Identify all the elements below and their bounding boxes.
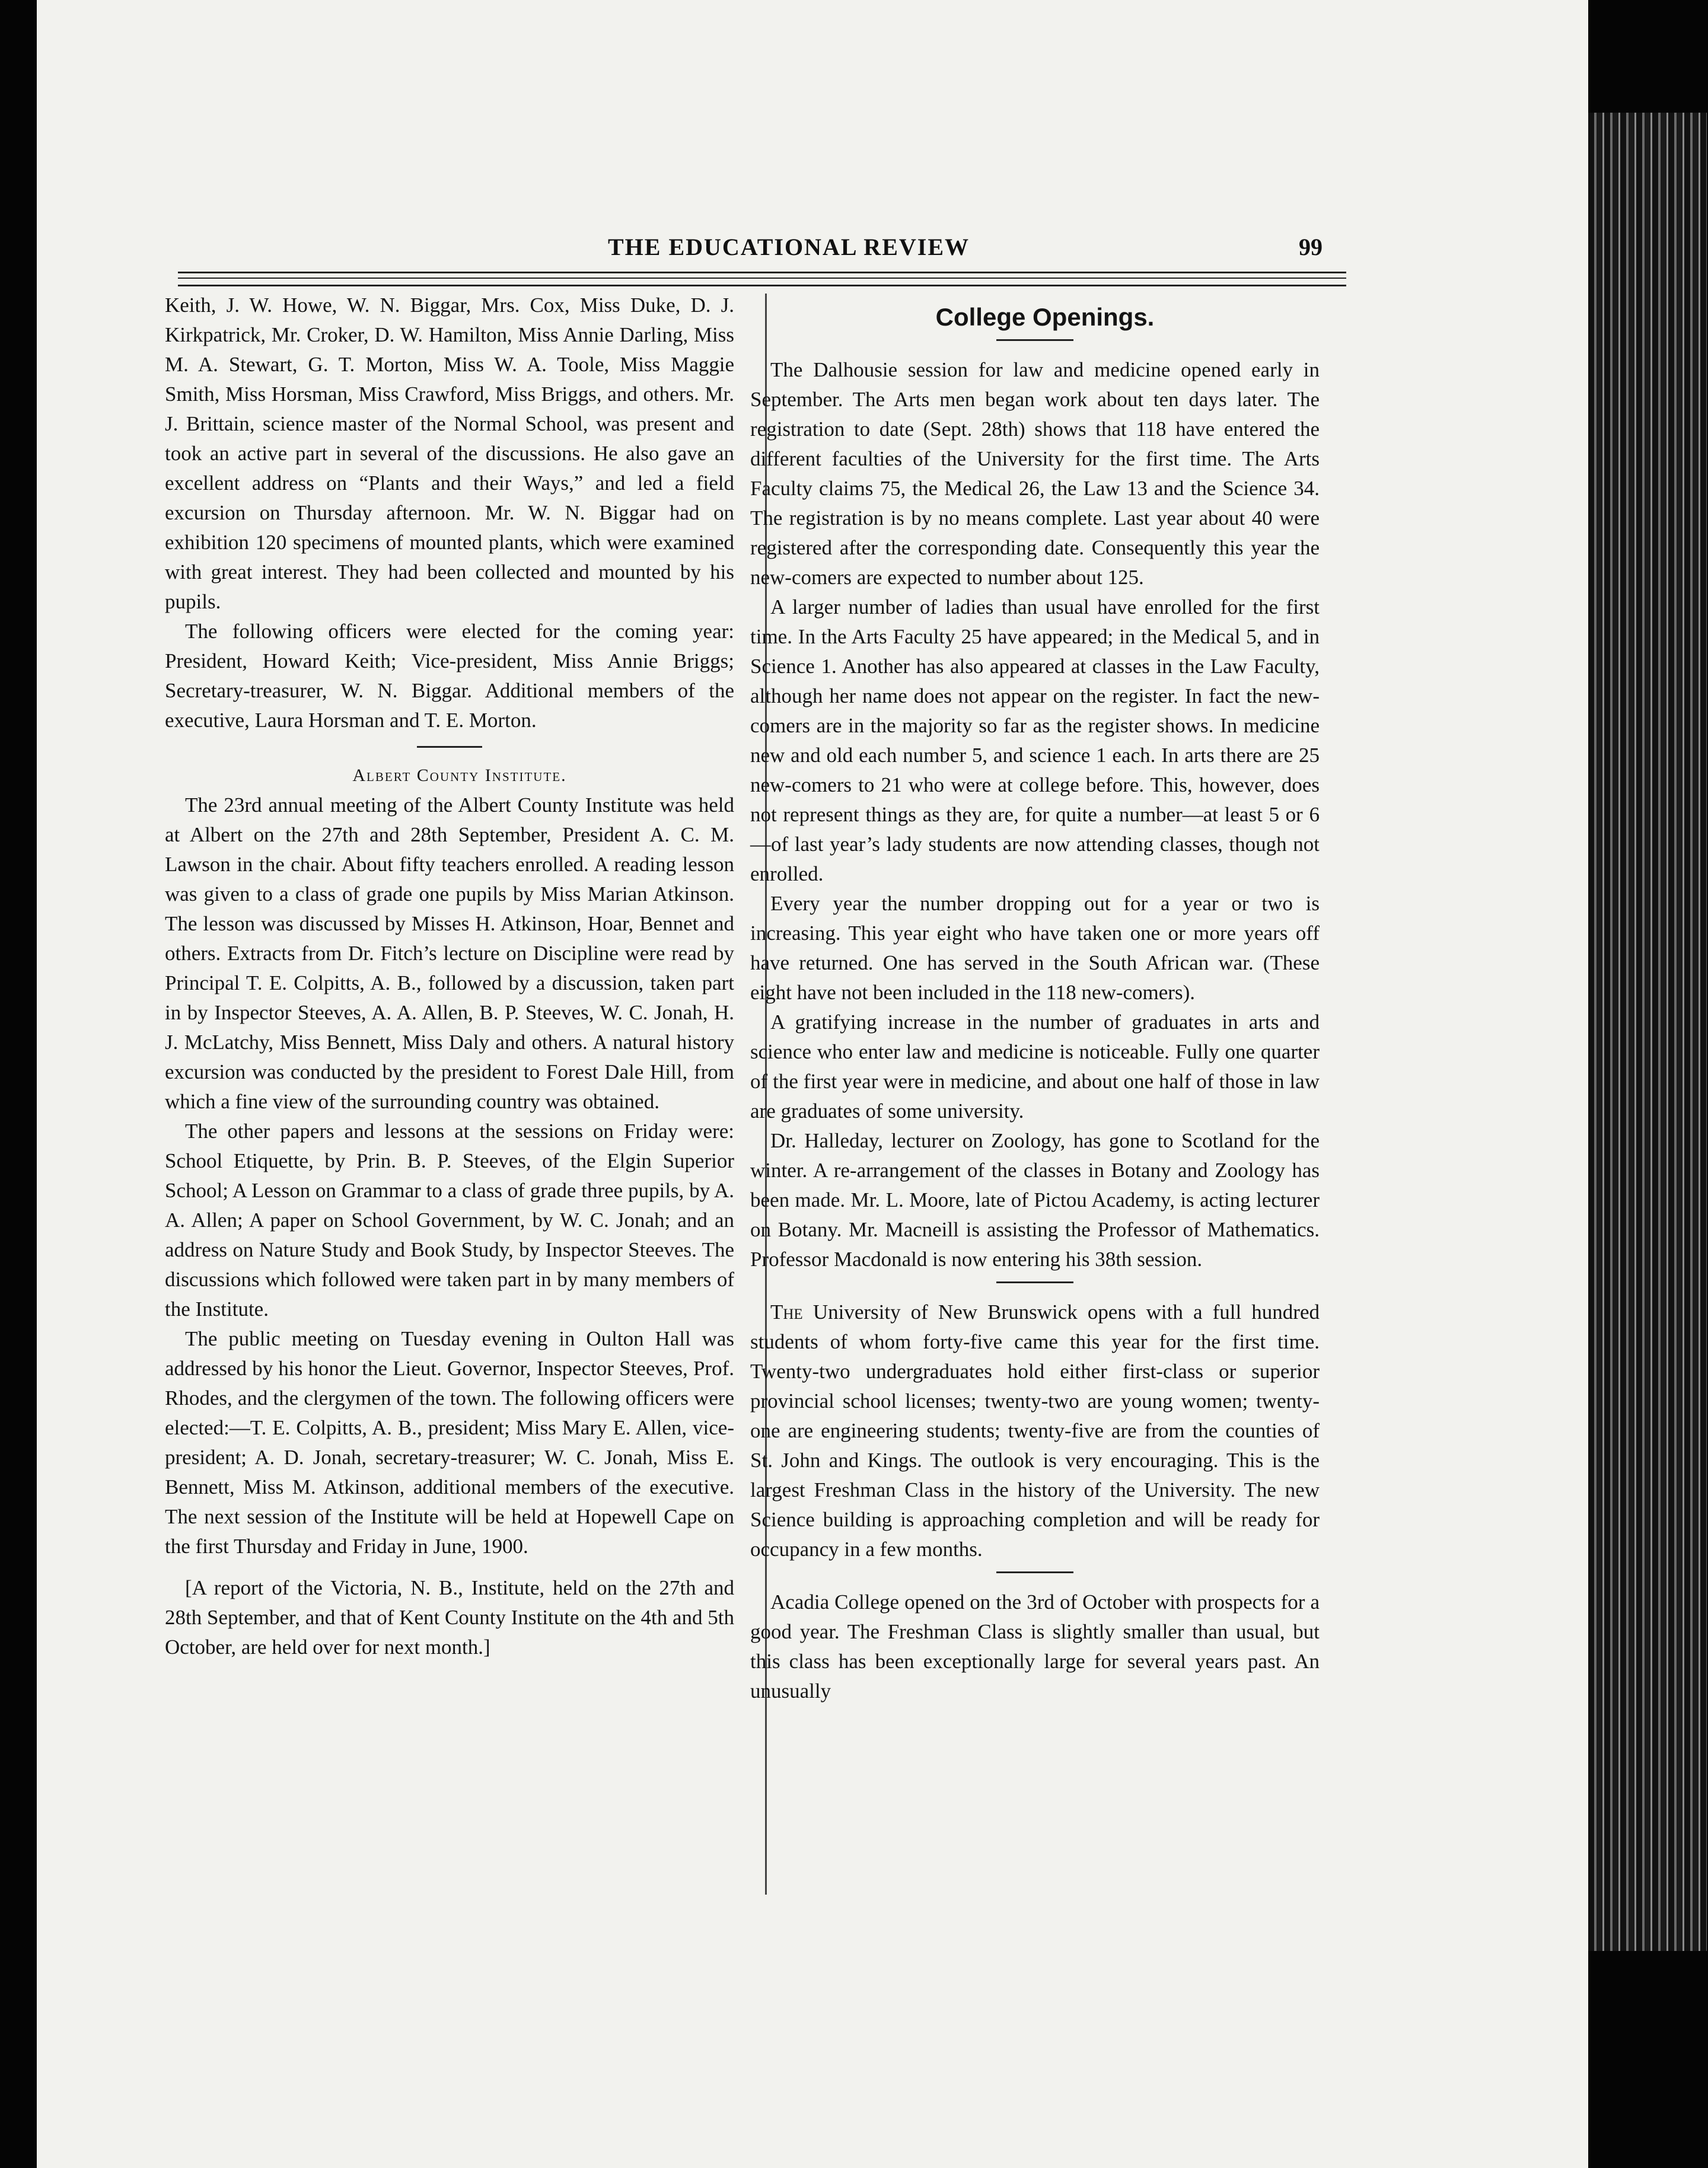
running-header-title: THE EDUCATIONAL REVIEW	[607, 234, 970, 260]
header-rule-bottom	[178, 285, 1346, 286]
section-heading: Albert County Institute.	[352, 766, 567, 785]
heading-separator	[996, 339, 1073, 341]
book-binding-edge	[1588, 113, 1707, 1951]
paragraph: Acadia College opened on the 3rd of October with prospects for a good year. The Freshman Class is slightly smaller than usual, but this class has been exceptionally large for several years past. An unusually	[750, 1590, 1320, 1702]
paragraph-text: University of New Brunswick opens with a full hundred students of whom forty-five came this year for the first time. Twenty-two undergraduates hold either first-class or superior provincial school licenses; twenty-two are young women; twenty-one are engineering students; twenty-five are from the counties of St. John and Kings. The outlook is very encouraging. This is the largest Freshman Class in the history of the University. The new Science building is approaching completion and will be ready for occupancy in a few months.	[750, 1300, 1320, 1561]
section-separator	[996, 1571, 1073, 1573]
section-separator	[996, 1281, 1073, 1283]
paragraph: The following officers were elected for the coming year: President, Howard Keith; Vice-president, Miss Annie Briggs; Secretary-treasurer, W. N. Biggar. Additional members of the executive, Laura Horsman and T. E. Morton.	[165, 620, 734, 732]
article-heading: College Openings.	[935, 303, 1155, 331]
paragraph	[750, 1297, 1320, 1564]
paragraph: The public meeting on Tuesday evening in Oulton Hall was addressed by his honor the Lieut. Governor, Inspector Steeves, Prof. Rhodes, and the clergymen of the town. The following officers were elected:—T. E. Colpitts, A. B., president; Miss Mary E. Allen, vice-president; A. D. Jonah, secretary-treasurer; W. C. Jonah, Miss E. Bennett, Miss M. Atkinson, additional members of the executive. The next session of the Institute will be held at Hopewell Cape on the first Thursday and Friday in June, 1900.	[165, 1327, 734, 1558]
lead-word: The	[770, 1300, 803, 1324]
paragraph: The Dalhousie session for law and medicine opened early in September. The Arts men began work about ten days later. The registration to date (Sept. 28th) shows that 118 have entered the different faculties of the University for the first time. The Arts Faculty claims 75, the Medical 26, the Law 13 and the Science 34. The registration is by no means complete. Last year about 40 were registered after the corresponding date. Consequently this year the new-comers are expected to number about 125.	[750, 358, 1320, 589]
header-rule-top	[178, 272, 1346, 273]
paragraph: The 23rd annual meeting of the Albert County Institute was held at Albert on the 27th and 28th September, President A. C. M. Lawson in the chair. About fifty teachers enrolled. A reading lesson was given to a class of grade one pupils by Miss Marian Atkinson. The lesson was discussed by Misses H. Atkinson, Hoar, Bennet and others. Extracts from Dr. Fitch’s lecture on Discipline were read by Principal T. E. Colpitts, A. B., followed by a discussion, taken part in by Inspector Steeves, A. A. Allen, B. P. Steeves, W. C. Jonah, H. J. McLatchy, Miss Bennett, Miss Daly and others. A natural history excursion was conducted by the president to Forest Dale Hill, from which a fine view of the surrounding country was obtained.	[165, 793, 734, 1113]
paragraph: Dr. Halleday, lecturer on Zoology, has gone to Scotland for the winter. A re-arrangement of the classes in Botany and Zoology has been made. Mr. L. Moore, late of Pictou Academy, is acting lecturer on Botany. Mr. Macneill is assisting the Professor of Mathematics. Professor Macdonald is now entering his 38th session.	[750, 1129, 1320, 1271]
paragraph: Keith, J. W. Howe, W. N. Biggar, Mrs. Cox, Miss Duke, D. J. Kirkpatrick, Mr. Croker, D. W. Hamilton, Miss Annie Darling, Miss M. A. Stewart, G. T. Morton, Miss W. A. Toole, Miss Maggie Smith, Miss Horsman, Miss Crawford, Miss Briggs, and others. Mr. J. Brittain, science master of the Normal School, was present and took an active part in several of the discussions. He also gave an excellent address on “Plants and their Ways,” and led a field excursion on Thursday afternoon. Mr. W. N. Biggar had on exhibition 120 specimens of mounted plants, which were examined with great interest. They had been collected and mounted by his pupils.	[165, 294, 734, 613]
paragraph: Every year the number dropping out for a year or two is increasing. This year eight who have taken one or more years off have returned. One has served in the South African war. (These eight have not been included in the 118 new-comers).	[750, 892, 1320, 1004]
paragraph: A gratifying increase in the number of graduates in arts and science who enter law and medicine is noticeable. Fully one quarter of the first year were in medicine, and about one half of those in law are graduates of some university.	[750, 1010, 1320, 1123]
right-column	[750, 302, 1320, 1706]
header-rule-mid	[178, 278, 1346, 279]
section-separator	[417, 746, 482, 748]
editorial-note: [A report of the Victoria, N. B., Institute, held on the 27th and 28th September, and that of Kent County Institute on the 4th and 5th October, are held over for next month.]	[165, 1576, 734, 1659]
page-number: 99	[1299, 234, 1323, 260]
paragraph: The other papers and lessons at the sessions on Friday were: School Etiquette, by Prin. B. P. Steeves, of the Elgin Superior School; A Lesson on Grammar to a class of grade three pupils, by A. A. Allen; A paper on School Government, by W. C. Jonah; and an address on Nature Study and Book Study, by Inspector Steeves. The discussions which followed were taken part in by many members of the Institute.	[165, 1120, 734, 1321]
left-column	[165, 291, 734, 1662]
paragraph: A larger number of ladies than usual have enrolled for the first time. In the Arts Faculty 25 have appeared; in the Medical 5, and in Science 1. Another has also appeared at classes in the Law Faculty, although her name does not appear on the register. In fact the new-comers are in the majority so far as the register shows. In medicine new and old each number 5, and science 1 each. In arts there are 25 new-comers to 21 who were at college before. This, however, does not represent things as they are, for quite a number—at least 5 or 6—of last year’s lady students are now attending classes, though not enrolled.	[750, 595, 1320, 885]
